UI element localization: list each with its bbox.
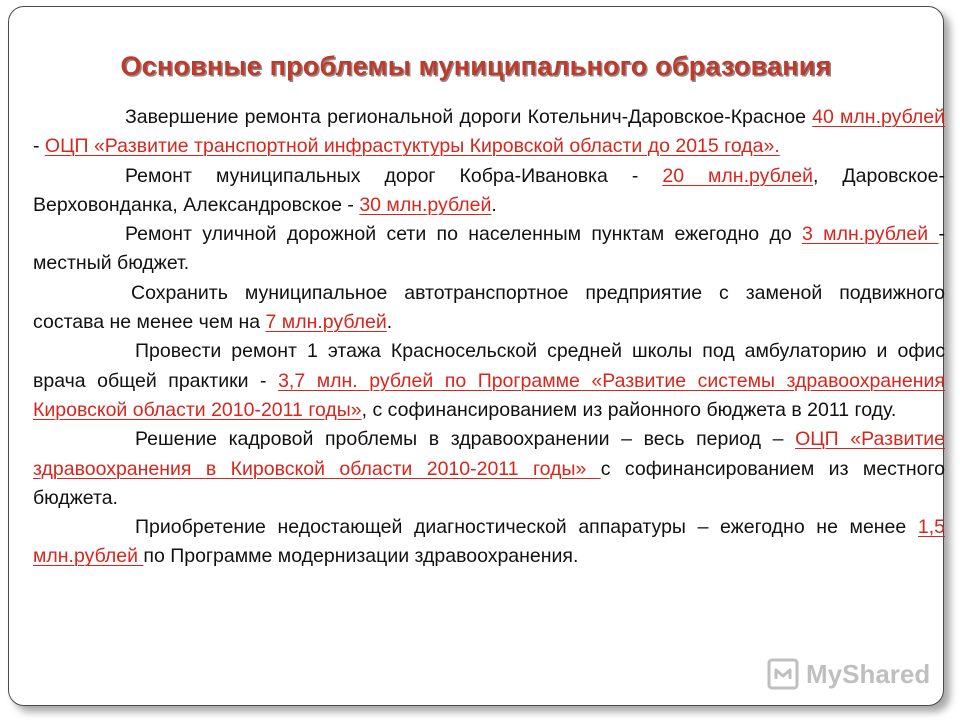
program-link: ОЦП «Развитие транспортной инфрастуктуры Кировской области до 2015 года». [44,135,780,158]
text: . [386,311,393,334]
text: - местный бюджет. [33,223,945,275]
paragraph-road-regional [33,103,945,162]
text: , Даровское-Верховонданка, Александровское - [33,164,945,216]
slide-title: Основные проблемы муниципального образования [120,51,832,81]
amount-link: 3 млн.рублей [802,223,939,246]
paragraph-road-municipal [33,162,945,221]
slide-frame [8,6,944,706]
amount-link: 7 млн.рублей [265,311,387,334]
text: по Программе модернизации здравоохранения. [143,545,579,568]
text: Ремонт уличной дорожной сети по населенным пунктам ежегодно до [125,223,802,246]
program-link: ОЦП «Развитие здравоохранения в Кировской области 2010-2011 годы» [33,428,946,480]
paragraph-equipment [33,513,945,572]
program-link: 3,7 млн. рублей по Программе «Развитие системы здравоохранения Кировской области 2010-2011 годы» [33,369,945,421]
text: Ремонт муниципальных дорог Кобра-Ивановка - [125,164,663,187]
text: с софинансированием из местного бюджета. [33,457,946,509]
text: Сохранить муниципальное автотранспортное предприятие с заменой подвижного состава не менее чем на [33,281,945,334]
text: Провести ремонт 1 этажа Красносельской средней школы под амбулаторию и офис врача общей практики - [33,340,945,392]
myshared-logo-icon [766,657,800,691]
watermark-text: MyShared [806,658,931,689]
text: Приобретение недостающей диагностической аппаратуры – ежегодно не менее [135,516,918,539]
text: . [491,193,497,216]
amount-link: 1,5 млн.рублей [33,516,945,568]
amount-link: 20 млн.рублей [662,164,814,187]
paragraph-transport-enterprise [33,279,945,338]
text: Завершение ремонта региональной дороги Котельнич-Даровское-Красное [125,106,813,128]
paragraph-staffing [33,425,945,513]
text: - [33,135,45,158]
text: Решение кадровой проблемы в здравоохранении – весь период – [135,428,796,451]
paragraph-street-network [33,220,945,279]
paragraph-school-repair [33,337,945,425]
myshared-watermark [766,656,930,692]
amount-link: 30 млн.рублей [359,193,492,216]
amount-link: 40 млн.рублей [812,106,945,128]
text: , с софинансированием из районного бюджета в 2011 году. [361,398,897,421]
slide-body [33,103,945,572]
